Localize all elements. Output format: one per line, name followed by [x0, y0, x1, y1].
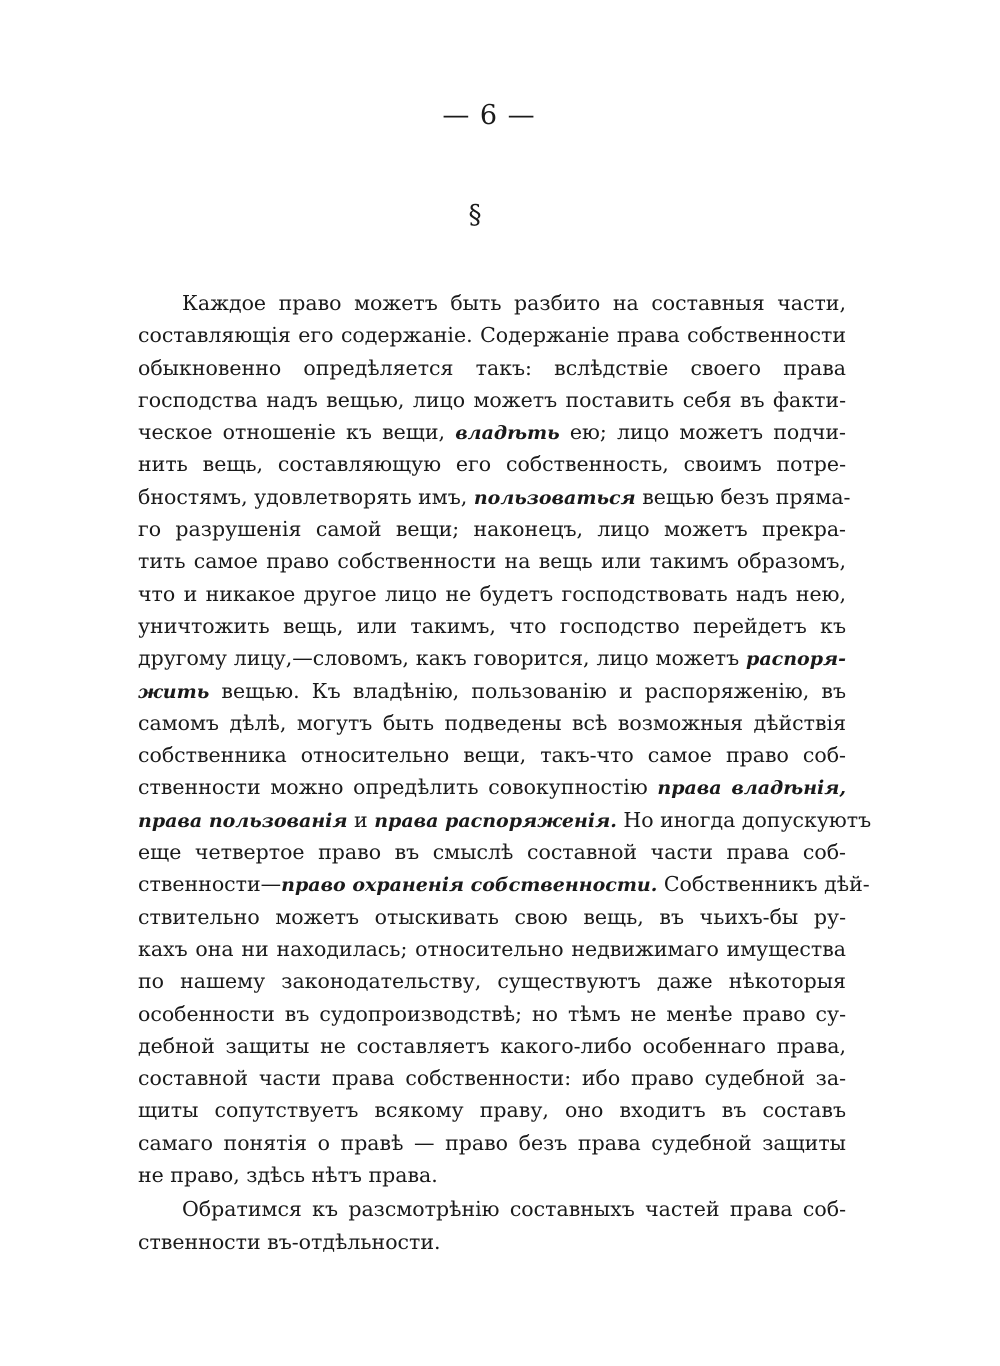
text-segment: вещью безъ пряма- — [635, 484, 851, 509]
text-segment: нить вещь, составляющую его собственность, своимъ потре- — [138, 452, 846, 477]
text-line — [138, 416, 846, 448]
text-line — [138, 901, 846, 933]
text-line — [138, 545, 846, 577]
text-segment: не право, здѣсь нѣтъ права. — [138, 1163, 438, 1188]
text-segment: Обратимся къ разсмотрѣнію составныхъ частей права соб- — [182, 1197, 846, 1222]
text-segment: составляющія его содержаніе. Содержаніе права собственности — [138, 323, 846, 348]
text-segment: дебной защиты не составляетъ какого-либо особеннаго права, — [138, 1033, 846, 1058]
text-line — [138, 933, 846, 965]
text-line — [138, 1127, 846, 1159]
text-line — [138, 578, 846, 610]
text-segment: Каждое право можетъ быть разбито на составныя части, — [182, 291, 846, 315]
text-line — [138, 352, 846, 384]
text-segment: самомъ дѣлѣ, могутъ быть подведены всѣ возможныя дѣйствія — [138, 710, 846, 735]
text-line — [138, 1159, 846, 1191]
text-segment: самаго понятія о правѣ — право безъ права судебной защиты — [138, 1130, 846, 1155]
text-segment: бностямъ, удовлетворять имъ, — [138, 484, 474, 509]
emphasized-term: права владѣнія, — [657, 777, 846, 800]
text-line — [138, 707, 846, 739]
text-line — [138, 998, 846, 1030]
text-segment: уничтожить вещь, или такимъ, что господство перейдетъ къ — [138, 613, 846, 638]
text-line — [138, 642, 846, 674]
text-line — [138, 739, 846, 771]
text-line — [138, 836, 846, 868]
text-segment: вещью. Къ владѣнію, пользованію и распоряженію, въ — [209, 678, 846, 703]
text-segment: ственности можно опредѣлить совокупностію — [138, 775, 658, 800]
emphasized-term: право охраненія собственности. — [281, 874, 658, 897]
emphasized-term: жить — [138, 680, 210, 703]
text-segment: другому лицу,—словомъ, какъ говорится, лицо можетъ — [138, 646, 747, 671]
text-line — [138, 513, 846, 545]
text-segment: щиты сопутствуетъ всякому праву, оно входитъ въ составъ — [138, 1098, 846, 1123]
text-segment: еще четвертое право въ смыслѣ составной части права соб- — [138, 840, 846, 865]
emphasized-term: пользоваться — [473, 486, 636, 509]
text-segment: Собственникъ дѣй- — [657, 872, 870, 897]
paragraph-1 — [138, 287, 872, 1191]
text-line — [138, 804, 872, 836]
paragraph-2 — [138, 1193, 846, 1258]
text-line — [138, 1193, 846, 1225]
text-segment: составной части права собственности: ибо право судебной за- — [138, 1066, 846, 1091]
text-segment: господства надъ вещью, лицо можетъ поставить себя въ факти- — [138, 387, 846, 412]
text-segment: ею; лицо можетъ подчи- — [559, 420, 846, 445]
text-segment: ственности— — [138, 872, 282, 897]
text-segment: тить самое право собственности на вещь или такимъ образомъ, — [138, 549, 846, 574]
text-segment: Но иногда допускуютъ — [616, 807, 872, 832]
text-line — [138, 1094, 846, 1126]
text-segment: кахъ она ни находилась; относительно недвижимаго имущества — [138, 936, 846, 961]
text-line — [138, 1062, 846, 1094]
section-mark: § — [468, 200, 482, 230]
text-segment: го разрушенія самой вещи; наконецъ, лицо можетъ прекра- — [138, 517, 846, 542]
text-line — [138, 868, 870, 900]
text-line — [138, 384, 846, 416]
text-segment: особенности въ судопроизводствѣ; но тѣмъ не менѣе право су- — [138, 1001, 846, 1026]
text-line — [138, 448, 846, 480]
text-segment: обыкновенно опредѣляется такъ: вслѣдствіе своего права — [138, 355, 846, 380]
text-line — [138, 771, 846, 803]
text-segment: ческое отношеніе къ вещи, — [138, 420, 456, 445]
text-segment: ственности въ-отдѣльности. — [138, 1229, 441, 1254]
text-line — [138, 481, 851, 513]
text-line — [138, 675, 846, 707]
text-segment: что и никакое другое лицо не будетъ господствовать надъ нею, — [138, 581, 846, 606]
body-text — [138, 287, 872, 1258]
text-line — [138, 610, 846, 642]
emphasized-term: права пользованія — [138, 809, 348, 832]
text-line — [138, 1030, 846, 1062]
emphasized-term: владѣть — [455, 422, 560, 445]
page-number: — 6 — — [442, 100, 536, 131]
text-segment: и — [347, 807, 375, 832]
text-line — [138, 319, 846, 351]
text-line — [138, 965, 846, 997]
text-segment: ствительно можетъ отыскивать свою вещь, въ чьихъ-бы ру- — [138, 904, 846, 929]
emphasized-term: распоря- — [746, 648, 846, 671]
text-segment: по нашему законодательству, существуютъ даже нѣкоторыя — [138, 969, 846, 994]
text-segment: собственника относительно вещи, такъ-что самое право соб- — [138, 743, 846, 768]
emphasized-term: права распоряженія. — [374, 809, 617, 832]
text-line — [138, 287, 846, 319]
text-line — [138, 1226, 846, 1258]
